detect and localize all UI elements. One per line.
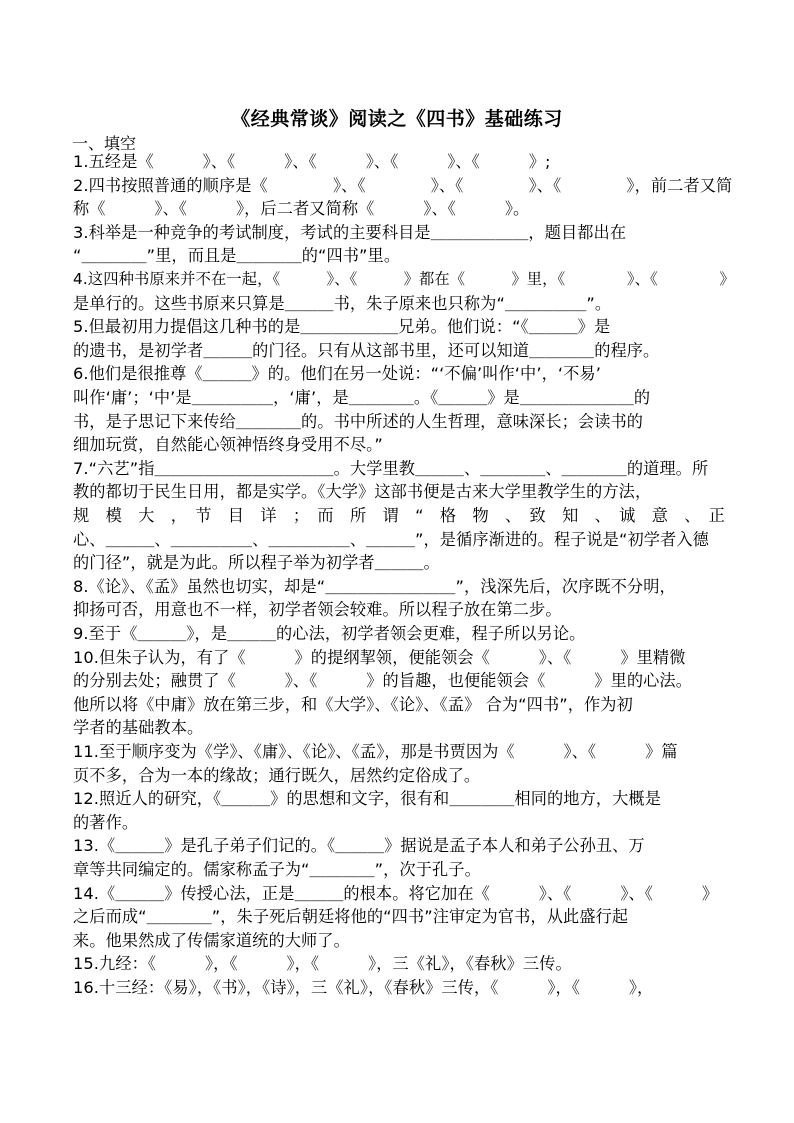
question-line: 16.十三经：《易》，《书》，《诗》，三《礼》，《春秋》三传，《 》，《 》， xyxy=(73,978,654,997)
question-line: 学者的基础教本。 xyxy=(73,718,204,738)
question-line: 14.《＿＿＿》传授心法，正是＿＿＿的根本。将它加在《 》、《 》、《 》 xyxy=(73,883,719,903)
question-line: 的分别去处；融贯了《 》、《 》的旨趣，也便能领会《 》里的心法。 xyxy=(73,671,693,691)
question-line: 来。他果然成了传儒家道统的大师了。 xyxy=(73,930,350,950)
page-title: 《经典常谈》阅读之《四书》基础练习 xyxy=(231,108,563,130)
question-line: 12.照近人的研究，《＿＿＿》的思想和文字，很有和＿＿＿＿相同的地方，大概是 xyxy=(73,789,662,809)
question-line: 的遗书，是初学者＿＿＿的门径。只有从这部书里，还可以知道＿＿＿＿的程序。 xyxy=(73,340,660,360)
question-line: 5.但最初用力提倡这几种书的是＿＿＿＿＿＿兄弟。他们说：“《＿＿＿》是 xyxy=(73,317,611,337)
question-line: 的著作。 xyxy=(73,812,139,832)
question-line: 页不多，合为一本的缘故；通行既久，居然约定俗成了。 xyxy=(73,765,481,785)
question-line: 称《 》、《 》，后二者又简称《 》、《 》。 xyxy=(73,199,530,219)
question-line: 1.五经是《 》、《 》、《 》、《 》、《 》; xyxy=(73,152,551,171)
question-line: 细加玩赏，自然能心领神悟终身受用不尽。” xyxy=(73,435,383,455)
question-line: 6.他们是很推尊《＿＿＿》的。他们在另一处说：“‘不偏’叫作‘中’，‘不易’ xyxy=(73,364,601,384)
question-line: 章等共同编定的。儒家称孟子为“＿＿＿＿”，次于孔子。 xyxy=(73,860,481,879)
question-line: 教的都切于民生日用，都是实学。《大学》这部书便是古来大学里教学生的方法， xyxy=(73,482,652,502)
question-line: 是单行的。这些书原来只算是＿＿＿书，朱子原来也只称为“＿＿＿＿＿”。 xyxy=(73,293,612,313)
question-line: 2.四书按照普通的顺序是《 》、《 》、《 》、《 》，前二者又简 xyxy=(73,175,733,195)
question-line: 4.这四种书原来并不在一起，《 》、《 》都在《 》里，《 》、《 》 xyxy=(73,270,735,288)
question-line: 3.科举是一种竞争的考试制度，考试的主要科目是＿＿＿＿＿＿，题目都出在 xyxy=(73,222,627,242)
question-line: “＿＿＿＿”里，而且是＿＿＿＿的“四书”里。 xyxy=(73,246,401,266)
question-line: 10.但朱子认为，有了《 》的提纲挈领，便能领会《 》、《 》里精微 xyxy=(73,647,686,667)
question-line: 书，是子思记下来传给＿＿＿＿的。书中所述的人生哲理，意味深长；会读书的 xyxy=(73,411,644,431)
question-line: 叫作‘庸’；‘中’是＿＿＿＿＿，‘庸’，是＿＿＿＿。《＿＿＿》是＿＿＿＿＿＿＿的 xyxy=(73,388,651,407)
question-line: 15.九经：《 》，《 》，《 》，三《礼》，《春秋》三传。 xyxy=(73,954,572,974)
question-line: 9.至于《＿＿＿》，是＿＿＿的心法，初学者领会更难，程子所以另论。 xyxy=(73,624,586,643)
question-line: 规 模 大 ， 节 目 详 ； 而 所 谓 “ 格 物 、 致 知 、 诚 意 、 正 xyxy=(73,506,726,525)
question-line: 抑扬可否，用意也不一样，初学者领会较难。所以程子放在第二步。 xyxy=(73,600,562,620)
question-line: 7.“六艺”指＿＿＿＿＿＿＿＿＿＿＿。大学里教＿＿＿、＿＿＿＿、＿＿＿＿的道理。所 xyxy=(73,458,709,478)
question-line: 11.至于顺序变为《学》、《庸》、《论》、《孟》，那是书贾因为《 》、《 》篇 xyxy=(73,742,678,761)
question-line: 之后而成“＿＿＿＿”，朱子死后朝廷将他的“四书”注审定为官书，从此盛行起 xyxy=(73,907,629,927)
question-line: 13.《＿＿＿》是孔子弟子们记的。《＿＿＿》据说是孟子本人和弟子公孙丑、万 xyxy=(73,836,645,856)
question-line: 的门径”，就是为此。所以程子举为初学者＿＿＿。 xyxy=(73,553,440,573)
section-heading: 一、填空 xyxy=(72,134,137,153)
question-line: 心、＿＿＿、＿＿＿＿＿、＿＿＿＿＿、＿＿＿”，是循序渐进的。程子说是“初学者入德 xyxy=(73,529,709,549)
question-line: 他所以将《中庸》放在第三步，和《大学》、《论》、《孟》 合为“四书”，作为初 xyxy=(73,694,633,714)
question-line: 8.《论》、《孟》虽然也切实，却是“＿＿＿＿＿＿＿＿”，浅深先后，次序既不分明， xyxy=(73,576,676,596)
